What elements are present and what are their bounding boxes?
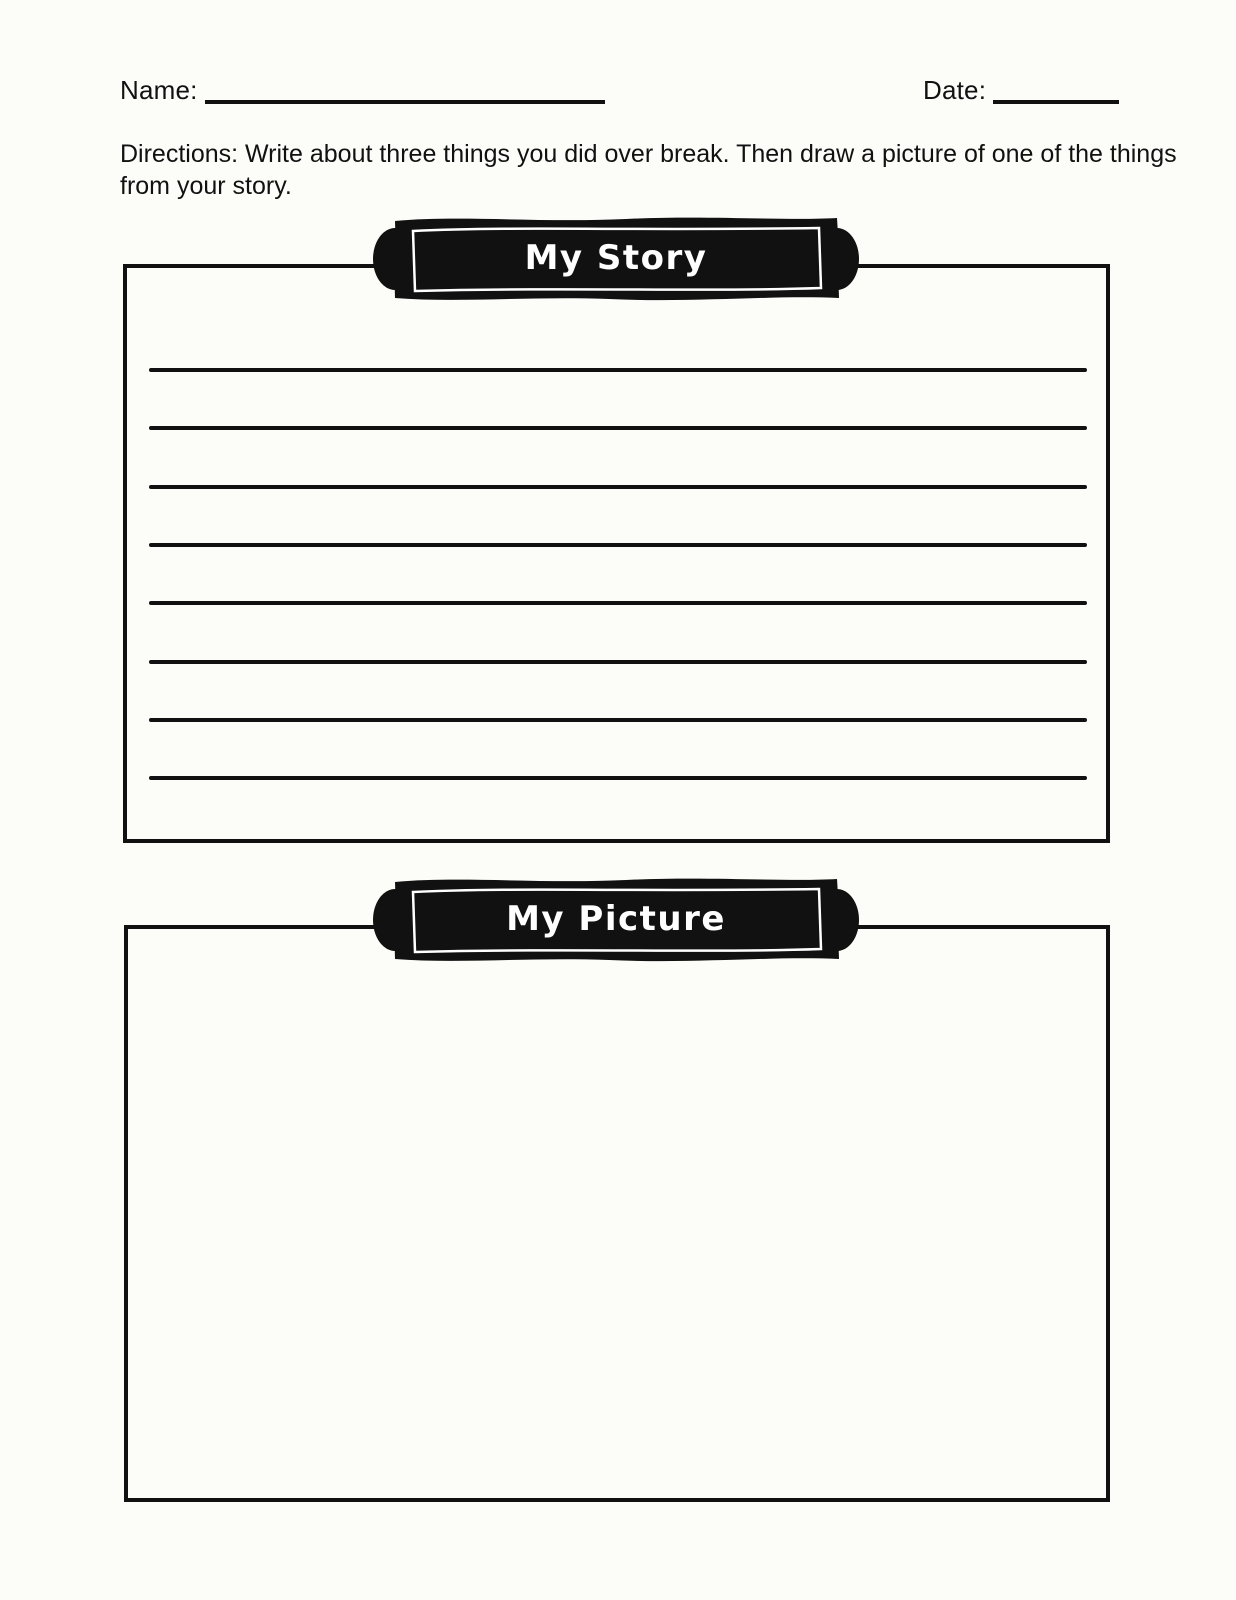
my-story-banner <box>371 211 861 306</box>
name-label: Name: <box>120 75 198 105</box>
story-banner-title: My Story <box>524 237 708 278</box>
picture-banner-title: My Picture <box>506 898 726 939</box>
directions-text <box>120 138 1177 202</box>
directions-line-2: from your story. <box>120 172 292 200</box>
ruled-line <box>149 660 1087 664</box>
directions-line-1: Directions: Write about three things you did over break. Then draw a picture of one of the things <box>120 140 1177 168</box>
my-picture-banner <box>371 872 861 967</box>
ruled-line <box>149 368 1087 372</box>
ruled-line <box>149 718 1087 722</box>
ruled-line <box>149 485 1087 489</box>
date-field <box>923 76 1119 104</box>
name-blank-line <box>205 76 605 104</box>
date-blank-line <box>993 76 1119 104</box>
ruled-line <box>149 543 1087 547</box>
picture-drawing-box <box>124 925 1110 1502</box>
name-field <box>120 76 605 104</box>
date-label: Date: <box>923 75 987 105</box>
ruled-line <box>149 426 1087 430</box>
ruled-line <box>149 776 1087 780</box>
story-writing-box <box>123 264 1110 843</box>
ruled-line <box>149 601 1087 605</box>
